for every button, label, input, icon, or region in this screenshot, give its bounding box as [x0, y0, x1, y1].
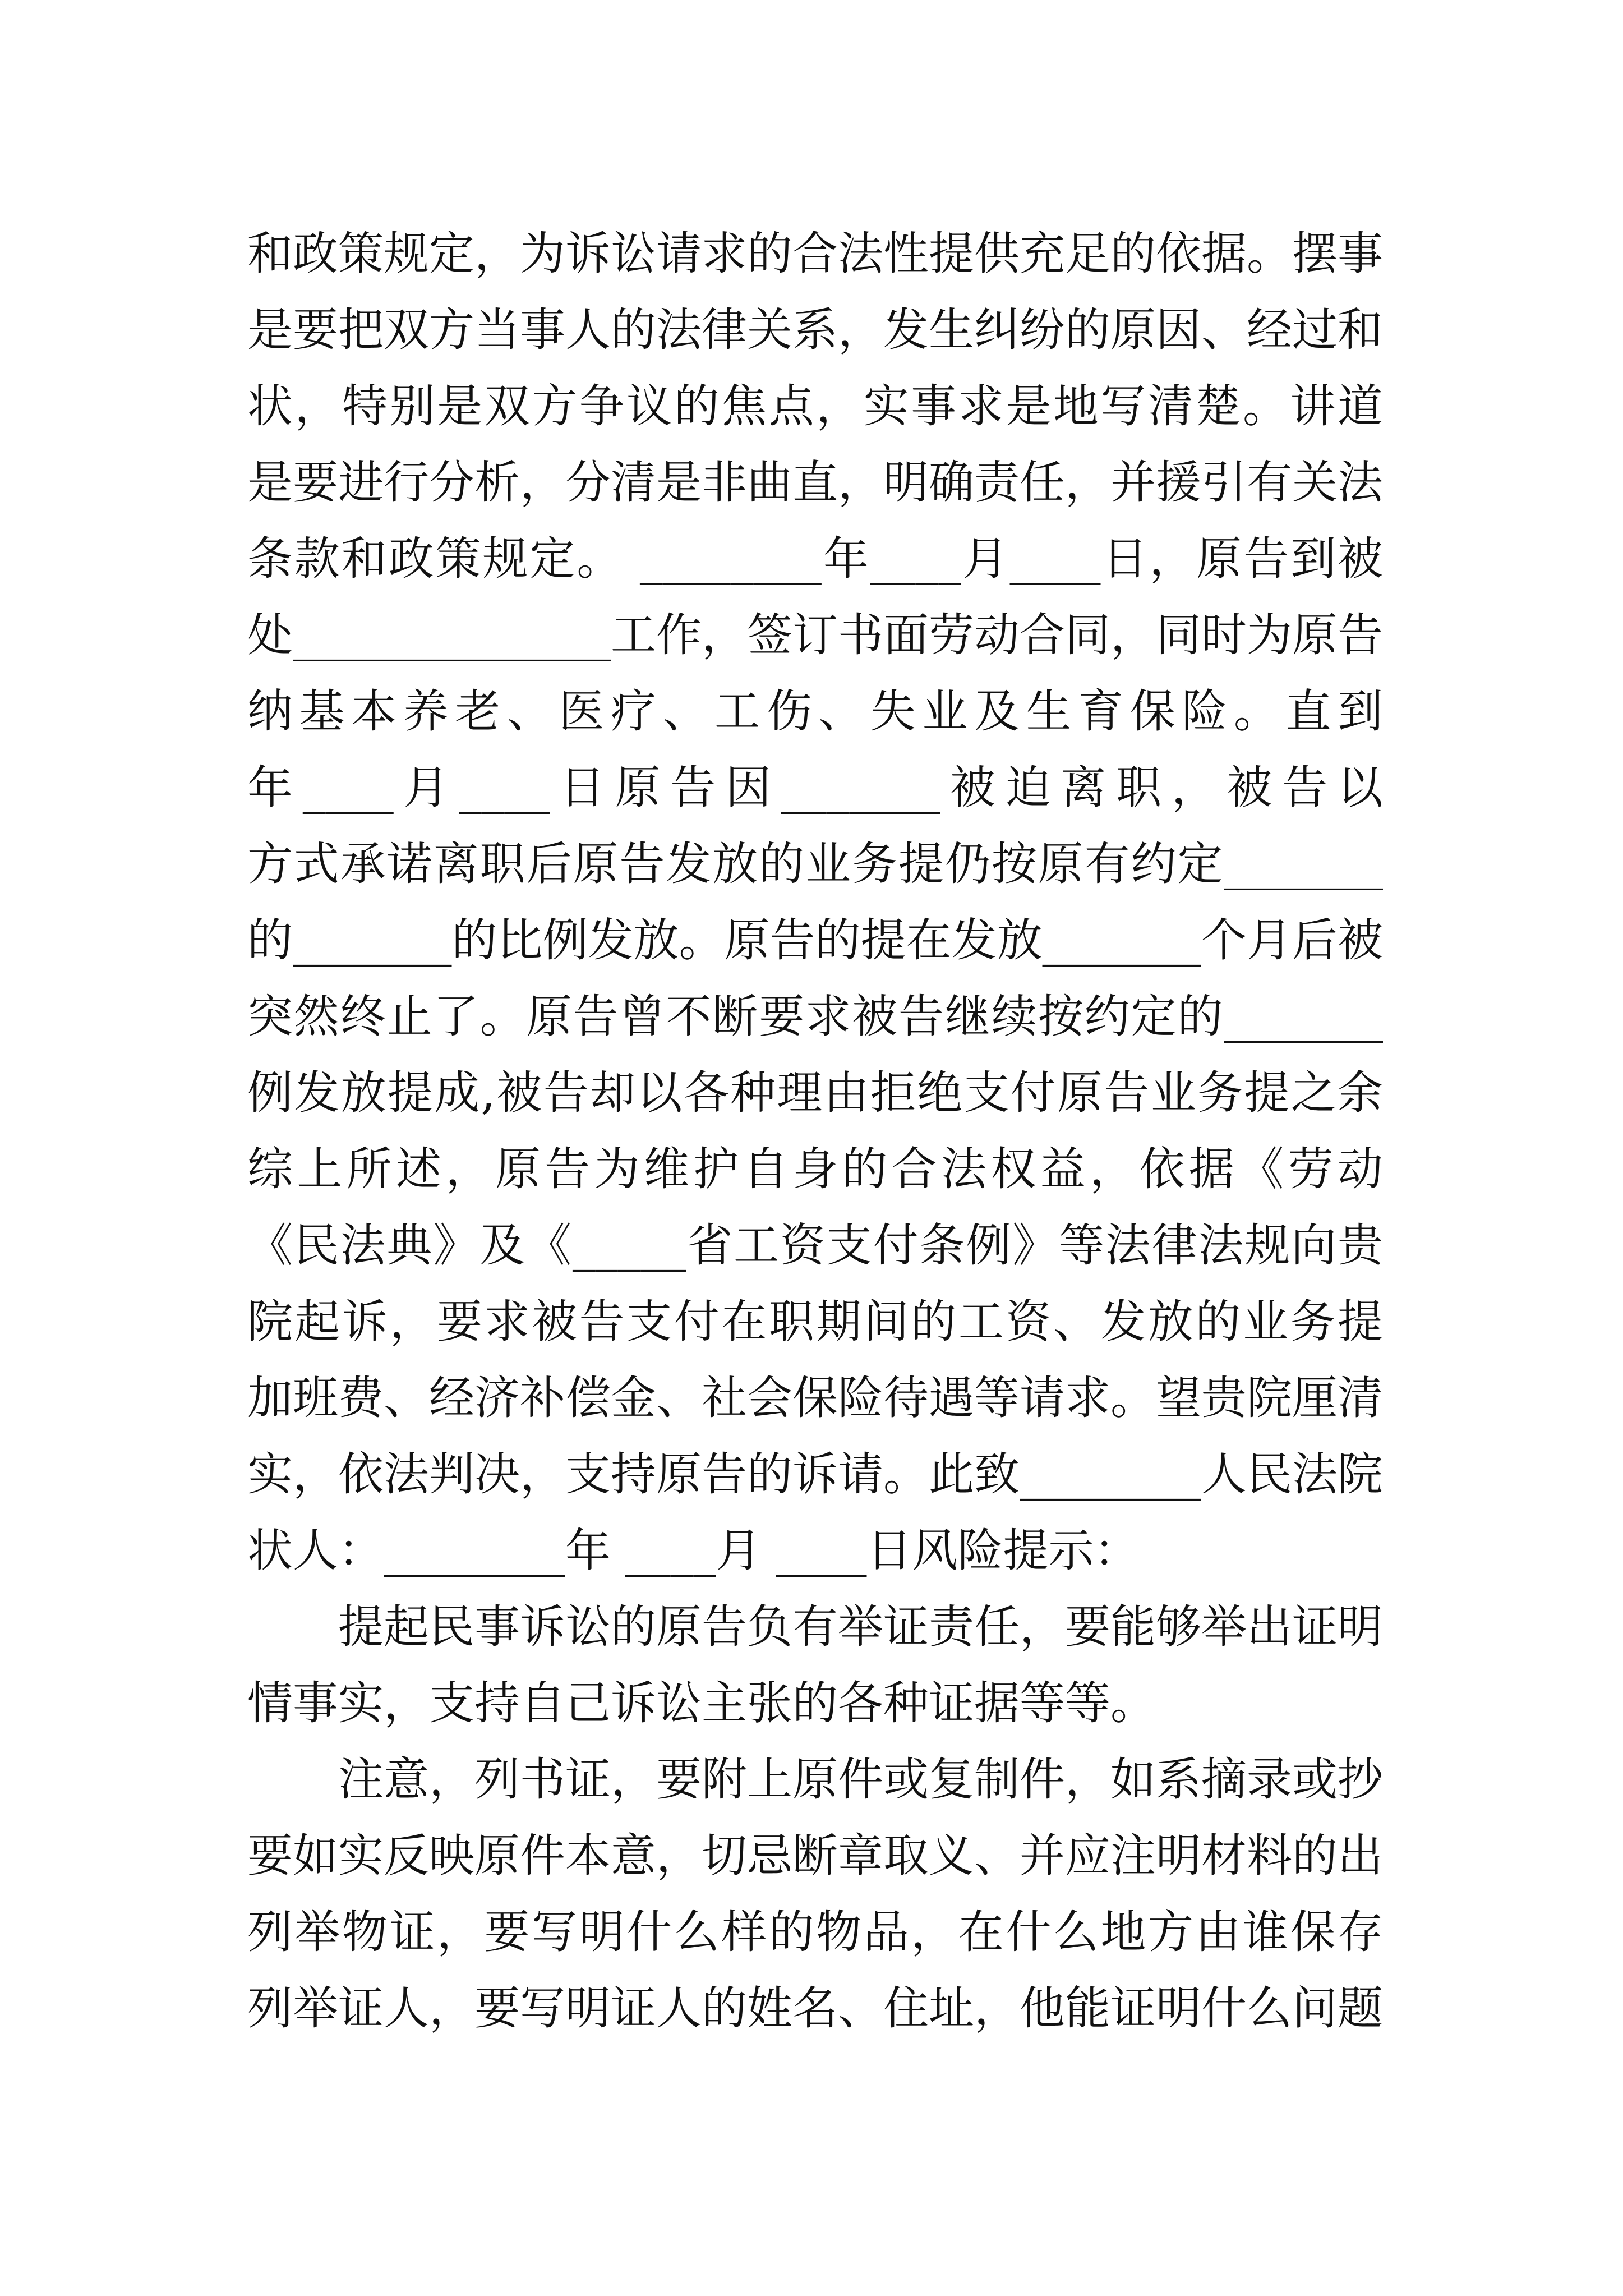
text-line: 状，特别是双方争议的焦点，实事求是地写清楚。讲道: [247, 380, 1383, 433]
paragraph-1: [247, 216, 1383, 1589]
text-line: 实，依法判决，支持原告的诉请。此致________人民法院: [247, 1448, 1383, 1501]
text-line: 列举证人，要写明证人的姓名、住址，他能证明什么问题: [247, 1982, 1383, 2035]
text-line: 院起诉，要求被告支付在职期间的工资、发放的业务提: [247, 1296, 1383, 1349]
text-line: 《民法典》及《_____省工资支付条例》等法律法规向贵: [247, 1220, 1383, 1272]
text-line: 条款和政策规定。 ________年____月____日，原告到被: [247, 533, 1383, 586]
text-line: 年____月____日原告因_______被迫离职，被告以: [247, 762, 1383, 815]
text-line: 提起民事诉讼的原告负有举证责任，要能够举出证明: [338, 1601, 1383, 1654]
text-line: 是要进行分析，分清是非曲直，明确责任，并援引有关法: [247, 457, 1383, 509]
text-line: 综上所述，原告为维护自身的合法权益，依据《劳动: [247, 1143, 1383, 1196]
text-line: 列举物证，要写明什么样的物品，在什么地方由谁保存: [247, 1906, 1383, 1959]
text-line: 的_______的比例发放。原告的提在发放_______个月后被: [247, 914, 1383, 967]
text-line: 方式承诺离职后原告发放的业务提仍按原有约定_______: [247, 838, 1383, 891]
text-line: 和政策规定，为诉讼请求的合法性提供充足的依据。摆事: [247, 228, 1383, 280]
text-line: 处______________工作，签订书面劳动合同，同时为原告: [247, 609, 1383, 662]
paragraph-3: [247, 1742, 1383, 2047]
text-line: 突然终止了。原告曾不断要求被告继续按约定的_______: [247, 991, 1383, 1043]
text-line: 纳基本养老、医疗、工伤、失业及生育保险。直到: [247, 685, 1383, 738]
text-line: 例发放提成,被告却以各种理由拒绝支付原告业务提之余: [247, 1067, 1383, 1120]
text-line: 状人：________年 ____月 ____日风险提示：: [247, 1525, 1140, 1577]
text-line: 是要把双方当事人的法律关系，发生纠纷的原因、经过和: [247, 304, 1383, 357]
paragraph-2: [247, 1589, 1383, 1742]
document-body: [247, 216, 1383, 2047]
text-line: 注意，列书证，要附上原件或复制件，如系摘录或抄: [338, 1754, 1383, 1806]
text-line: 加班费、经济补偿金、社会保险待遇等请求。望贵院厘清: [247, 1372, 1383, 1425]
text-line: 要如实反映原件本意，切忌断章取义、并应注明材料的出: [247, 1830, 1383, 1883]
text-line: 情事实，支持自己诉讼主张的各种证据等等。: [247, 1677, 1156, 1730]
